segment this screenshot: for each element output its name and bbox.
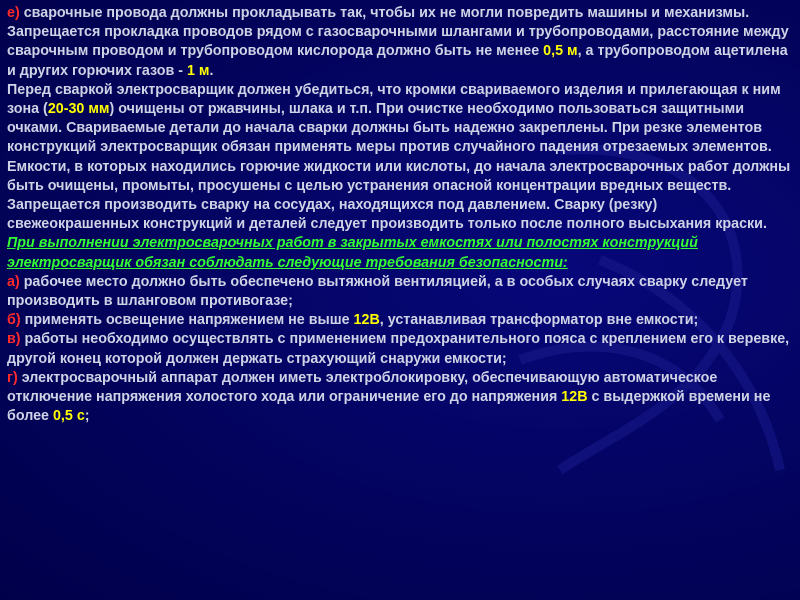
value-zone-width: 20-30 мм xyxy=(47,101,110,118)
paragraph-preparation xyxy=(7,81,793,158)
paragraph-cables xyxy=(7,4,793,81)
item-marker-c: в) xyxy=(7,331,21,348)
list-item-b-text-1: применять освещение напряжением не выше xyxy=(20,312,354,329)
section-heading xyxy=(7,234,793,272)
paragraph-containers-text: Емкости, в которых находились горючие жидкости или кислоты, до начала электросварочных работ должны быть очищены, промыты, просушены с целью устранения опасной концентрации вредных веществ. Запрещается производить сварку на сосудах, находящихся под давлением. Сварку (резку) свежеокрашенных конструкций и деталей следует производить только после полного высыхания краски. xyxy=(7,158,791,233)
paragraph-cables-text-3: . xyxy=(209,62,214,79)
list-item-d-text-2: с выдержкой времени не более xyxy=(7,389,771,425)
value-acetylene-distance: 1 м xyxy=(186,62,210,79)
paragraph-containers xyxy=(7,158,793,235)
paragraph-preparation-text-1: Перед сваркой электросварщик должен убедиться, что кромки свариваемого изделия и прилегающая к ним зона ( xyxy=(7,81,781,118)
list-item-d-text-1: электросварочный аппарат должен иметь электроблокировку, обеспечивающую автоматическое отключение напряжения холостого хода или ограничение его до напряжения xyxy=(7,369,718,406)
list-item-b xyxy=(7,311,793,330)
value-oxygen-distance: 0,5 м xyxy=(543,43,578,60)
value-limit-voltage: 12В xyxy=(561,389,588,406)
item-marker-e: е) xyxy=(7,5,20,21)
paragraph-preparation-text-2: ) очищены от ржавчины, шлака и т.п. При очистке необходимо пользоваться защитными очками. Свариваемые детали до начала сварки должны быть надежно закреплены. При резке элементов конструкций электросварщик обязан применять меры против случайного падения отрезаемых элементов. xyxy=(7,101,772,156)
list-item-c-text: работы необходимо осуществлять с применением предохранительного пояса с креплением его к веревке, другой конец которой должен держать страхующий снаружи емкости; xyxy=(7,331,790,367)
item-marker-d: г) xyxy=(7,369,18,386)
value-delay-time: 0,5 с xyxy=(52,408,85,425)
list-item-a-text: рабочее место должно быть обеспечено вытяжной вентиляцией, а в особых случаях сварку следует производить в шланговом противогазе; xyxy=(7,273,748,310)
list-item-a xyxy=(7,273,793,311)
list-item-d-text-3: ; xyxy=(84,408,90,425)
list-item-c xyxy=(7,330,793,368)
paragraph-cables-text-1: сварочные провода должны прокладывать так, чтобы их не могли повредить машины и механизмы. Запрещается прокладка проводов рядом с газосварочными шлангами и трубопроводами, расстояние между сварочным проводом и трубопроводом кислорода должно быть не менее xyxy=(7,5,789,60)
list-item-d xyxy=(7,369,793,427)
paragraph-cables-text-2: , а трубопроводом ацетилена и других горючих газов - xyxy=(7,43,788,79)
list-item-b-text-2: , устанавливая трансформатор вне емкости; xyxy=(379,312,699,329)
section-heading-text: При выполнении электросварочных работ в закрытых емкостях или полостях конструкций электросварщик обязан соблюдать следующие требования безопасности: xyxy=(7,235,698,271)
slide-body xyxy=(7,4,793,426)
item-marker-b: б) xyxy=(7,312,21,329)
value-lighting-voltage: 12В xyxy=(353,312,380,329)
item-marker-a: а) xyxy=(7,273,20,290)
